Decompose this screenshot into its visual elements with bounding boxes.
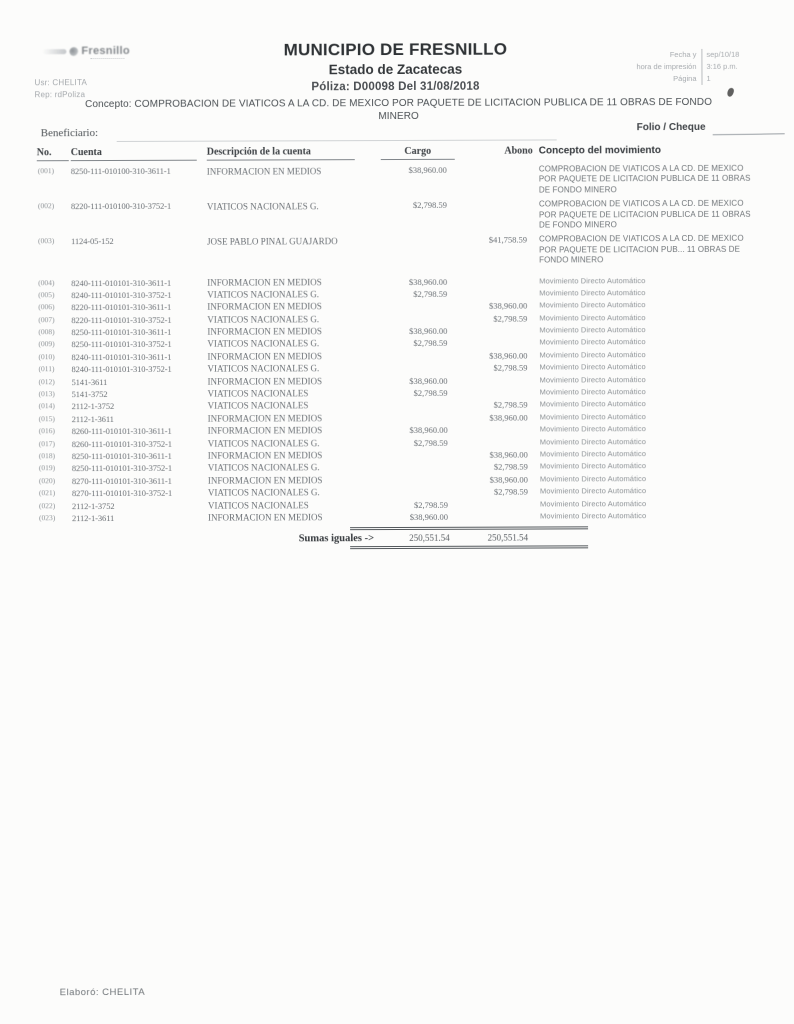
cell-no: (004): [38, 277, 55, 287]
cell-abono: $2,798.59: [493, 399, 528, 411]
cell-descripcion: VIATICOS NACIONALES: [207, 400, 309, 412]
cell-no: (016): [38, 426, 55, 436]
beneficiario-rule: [117, 139, 557, 142]
cell-no: (008): [38, 327, 55, 337]
cell-no: (002): [37, 201, 55, 211]
cell-concepto: Movimiento Directo Automático: [539, 300, 646, 310]
cell-cuenta: 2112-1-3611: [72, 512, 115, 524]
cell-cuenta: 5141-3611: [71, 376, 108, 387]
cell-cuenta: 8220-111-010101-310-3752-1: [71, 314, 172, 325]
cell-abono: $2,798.59: [493, 486, 528, 497]
concepto-label: Concepto:: [85, 98, 132, 111]
cell-no: (015): [38, 414, 55, 424]
cell-cargo: $2,798.59: [413, 338, 448, 349]
cell-cargo: [377, 350, 459, 363]
cell-descripcion: INFORMACION EN MEDIOS: [208, 512, 323, 523]
cell-no: (014): [38, 401, 55, 411]
table-row: [37, 234, 793, 268]
cell-cargo: $2,798.59: [413, 499, 448, 510]
cell-cuenta: 8250-111-010101-310-3611-1: [71, 326, 172, 338]
cell-descripcion: INFORMACION EN MEDIOS: [207, 375, 323, 387]
cell-concepto: COMPROBACION DE VIATICOS A LA CD. DE MEXICO POR PAQUETE DE LICITACION PUB... 11 OBRAS DE FONDO MINERO: [539, 234, 744, 265]
cell-abono: $41,758.59: [488, 234, 528, 246]
cell-abono: $2,798.59: [493, 461, 528, 473]
print-info-block: [636, 49, 748, 85]
cell-no: (018): [38, 451, 56, 461]
cell-cuenta: 8270-111-010101-310-3752-1: [71, 487, 173, 499]
concepto-text: COMPROBACION DE VIATICOS A LA CD. DE MEXICO POR PAQUETE DE LICITACION PUBLICA DE 11 OBRAS DE FONDO MINERO: [134, 96, 713, 123]
cell-cargo: $2,798.59: [412, 199, 447, 211]
cell-cuenta: 8220-111-010100-310-3752-1: [70, 200, 172, 212]
concepto-line: [69, 96, 729, 124]
cell-concepto: Movimiento Directo Automático: [539, 312, 646, 323]
cell-abono: [459, 287, 535, 300]
total-cargo: 250,551.54: [409, 533, 450, 544]
total-abono: 250,551.54: [487, 532, 529, 544]
cell-concepto: Movimiento Directo Automático: [539, 498, 647, 509]
document-subtitle: Estado de Zacatecas: [328, 61, 463, 78]
beneficiario-label: Beneficiario:: [40, 127, 99, 140]
cell-descripcion: VIATICOS NACIONALES G.: [207, 338, 320, 350]
cell-descripcion: INFORMACION EN MEDIOS: [207, 425, 323, 436]
column-header-abono: Abono: [504, 145, 533, 157]
print-value-fecha: sep/10/18: [706, 49, 740, 59]
user-line: Usr: CHELITA: [34, 78, 87, 88]
cell-cargo: $38,960.00: [408, 164, 447, 175]
cell-cuenta: 8260-111-010101-310-3752-1: [71, 438, 172, 449]
cell-cuenta: 8240-111-010101-310-3611-1: [71, 351, 172, 362]
cell-descripcion: INFORMACION EN MEDIOS: [207, 450, 323, 461]
sumas-row: [38, 526, 794, 551]
cell-abono: [459, 325, 535, 338]
cell-cuenta: 2112-1-3752: [71, 401, 115, 412]
cell-no: (009): [38, 339, 55, 349]
cell-cargo: $38,960.00: [409, 375, 448, 386]
cell-no: (013): [38, 389, 55, 399]
cell-cargo: [377, 300, 459, 313]
cell-no: (017): [38, 438, 56, 448]
cell-abono: $38,960.00: [489, 350, 528, 361]
cell-cuenta: 8240-111-010101-310-3611-1: [71, 277, 172, 288]
cell-abono: $38,960.00: [489, 300, 528, 311]
cell-no: (001): [37, 166, 55, 176]
cell-cargo: [377, 312, 459, 325]
cell-no: (022): [38, 500, 56, 510]
cell-no: (020): [38, 475, 56, 486]
cell-abono: [459, 165, 535, 196]
print-label-hora: hora de impresión: [636, 61, 697, 72]
cell-abono: [459, 275, 535, 288]
print-value-hora: 3:16 p.m.: [706, 61, 738, 71]
cell-descripcion: VIATICOS NACIONALES: [207, 388, 309, 399]
cell-abono: [460, 510, 536, 523]
poliza-line: Póliza: D00098 Del 31/08/2018: [311, 80, 480, 94]
column-header-no: No.: [37, 147, 69, 161]
print-label-fecha: Fecha y: [669, 49, 697, 60]
cell-abono: [460, 387, 536, 400]
cell-descripcion: VIATICOS NACIONALES G.: [207, 487, 320, 498]
cell-descripcion: INFORMACION EN MEDIOS: [207, 475, 323, 486]
column-header-concepto: Concepto del movimiento: [538, 145, 661, 157]
cell-abono: [460, 436, 536, 449]
cell-concepto: Movimiento Directo Automático: [539, 399, 646, 409]
cell-concepto: Movimiento Directo Automático: [539, 275, 646, 286]
table-body: [37, 164, 794, 525]
cell-cuenta: 8240-111-010101-310-3752-1: [71, 364, 172, 375]
cell-concepto: Movimiento Directo Automático: [539, 288, 646, 298]
cell-descripcion: VIATICOS NACIONALES G.: [207, 313, 320, 325]
column-header-cuenta: Cuenta: [71, 147, 197, 161]
table-row: [37, 199, 793, 233]
cell-cuenta: 8270-111-010101-310-3611-1: [71, 475, 172, 486]
cell-cuenta: 8250-111-010100-310-3611-1: [70, 165, 171, 177]
cell-no: (012): [38, 376, 55, 386]
cell-descripcion: VIATICOS NACIONALES G.: [206, 201, 319, 212]
cell-concepto: COMPROBACION DE VIATICOS A LA CD. DE MEXICO POR PAQUETE DE LICITACION PUBLICA DE 11 OBRAS DE FONDO MINERO: [538, 198, 751, 230]
cell-no: (011): [38, 364, 55, 374]
cell-cuenta: 2112-1-3611: [71, 413, 114, 424]
folio-cheque-rule: [713, 133, 785, 135]
cell-descripcion: INFORMACION EN MEDIOS: [207, 276, 322, 288]
cell-no: (021): [38, 488, 56, 498]
cell-cargo: [378, 474, 460, 487]
cell-cargo: [378, 461, 460, 474]
cell-concepto: Movimiento Directo Automático: [539, 449, 647, 459]
cell-cuenta: 1124-05-152: [71, 236, 114, 247]
ledger-table: [37, 145, 794, 551]
cell-cargo: $38,960.00: [408, 276, 448, 287]
cell-abono: [460, 374, 536, 387]
sumas-label: Sumas iguales ->: [298, 532, 375, 545]
cell-cuenta: 8250-111-010101-310-3752-1: [71, 463, 173, 474]
cell-no: (005): [38, 290, 55, 300]
cell-cargo: $2,798.59: [413, 437, 448, 448]
cell-abono: [459, 337, 535, 350]
cell-cargo: $38,960.00: [409, 325, 448, 337]
cell-no: (007): [38, 314, 55, 324]
cell-concepto: COMPROBACION DE VIATICOS A LA CD. DE MEXICO POR PAQUETE DE LICITACION PUBLICA DE 11 OBRAS DE FONDO MINERO: [538, 163, 751, 195]
cell-descripcion: INFORMACION EN MEDIOS: [207, 351, 322, 362]
cell-concepto: Movimiento Directo Automático: [539, 436, 647, 447]
cell-cargo: [378, 449, 460, 462]
cell-abono: $2,798.59: [493, 313, 528, 324]
cell-cargo: [377, 235, 459, 266]
cell-abono: $2,798.59: [493, 362, 528, 373]
table-row: [37, 164, 793, 198]
cell-concepto: Movimiento Directo Automático: [539, 325, 646, 335]
folio-cheque-label: Folio / Cheque: [636, 121, 706, 134]
cell-cuenta: 8260-111-010101-310-3611-1: [71, 425, 172, 437]
cell-descripcion: VIATICOS NACIONALES G.: [207, 363, 320, 374]
cell-no: (023): [39, 513, 56, 523]
column-header-descripcion: Descripción de la cuenta: [207, 146, 355, 161]
cell-concepto: Movimiento Directo Automático: [539, 511, 647, 521]
cell-descripcion: VIATICOS NACIONALES: [207, 499, 309, 511]
cell-cuenta: 8220-111-010101-310-3611-1: [71, 302, 172, 313]
cell-concepto: Movimiento Directo Automático: [539, 337, 646, 347]
cell-concepto: Movimiento Directo Automático: [539, 387, 646, 397]
cell-abono: $38,960.00: [489, 412, 528, 423]
cell-descripcion: INFORMACION EN MEDIOS: [206, 166, 322, 177]
cell-descripcion: VIATICOS NACIONALES G.: [207, 437, 320, 449]
cell-descripcion: INFORMACION EN MEDIOS: [207, 301, 322, 312]
cell-descripcion: VIATICOS NACIONALES G.: [207, 462, 320, 474]
cell-cuenta: 5141-3752: [71, 389, 108, 400]
report-line: Rep: rdPoliza: [34, 90, 86, 100]
cell-abono: [459, 200, 535, 231]
cell-concepto: Movimiento Directo Automático: [539, 362, 646, 372]
cell-concepto: Movimiento Directo Automático: [539, 473, 647, 484]
print-value-pagina: 1: [706, 73, 711, 83]
cell-concepto: Movimiento Directo Automático: [539, 486, 647, 496]
cell-descripcion: JOSE PABLO PINAL GUAJARDO: [207, 236, 338, 248]
cell-cargo: [378, 399, 460, 412]
cell-cuenta: 8240-111-010101-310-3752-1: [71, 289, 172, 301]
cell-cargo: $2,798.59: [413, 288, 448, 299]
sumas-amounts: [350, 527, 588, 550]
cell-concepto: Movimiento Directo Automático: [539, 374, 646, 385]
cell-no: (006): [38, 302, 55, 312]
cell-cargo: [378, 412, 460, 425]
cell-abono: [460, 498, 536, 511]
cell-descripcion: INFORMACION EN MEDIOS: [207, 326, 322, 337]
table-row: [38, 510, 794, 525]
cell-descripcion: INFORMACION EN MEDIOS: [207, 413, 323, 424]
cell-cargo: $2,798.59: [413, 387, 448, 398]
print-label-pagina: Página: [673, 73, 697, 84]
cell-abono: $38,960.00: [489, 449, 528, 460]
logo-text: Fresnillo: [81, 44, 130, 58]
cell-cargo: [377, 362, 459, 375]
cell-concepto: Movimiento Directo Automático: [539, 411, 646, 422]
print-info-values: [702, 49, 748, 85]
cell-cuenta: 8250-111-010101-310-3752-1: [71, 339, 172, 350]
cell-concepto: Movimiento Directo Automático: [539, 461, 647, 471]
cell-abono: [460, 424, 536, 437]
elaboro-line: Elaboró: CHELITA: [59, 986, 146, 999]
cell-descripcion: VIATICOS NACIONALES G.: [207, 289, 320, 300]
cell-cuenta: 8250-111-010101-310-3611-1: [71, 450, 172, 462]
cell-cargo: $38,960.00: [409, 511, 449, 522]
ink-mark: [726, 87, 734, 97]
cell-no: (010): [38, 352, 55, 362]
print-info-labels: [636, 49, 702, 85]
cell-no: (019): [38, 463, 56, 473]
document-title: MUNICIPIO DE FRESNILLO: [283, 39, 508, 60]
cell-concepto: Movimiento Directo Automático: [539, 349, 646, 360]
cell-no: (003): [38, 236, 55, 246]
cell-concepto: Movimiento Directo Automático: [539, 424, 647, 434]
cell-cargo: $38,960.00: [409, 425, 448, 436]
cell-cargo: [378, 486, 460, 499]
table-header: [37, 145, 793, 162]
cell-abono: $38,960.00: [489, 474, 528, 485]
column-header-cargo: Cargo: [381, 146, 455, 160]
cell-cuenta: 2112-1-3752: [71, 500, 115, 511]
